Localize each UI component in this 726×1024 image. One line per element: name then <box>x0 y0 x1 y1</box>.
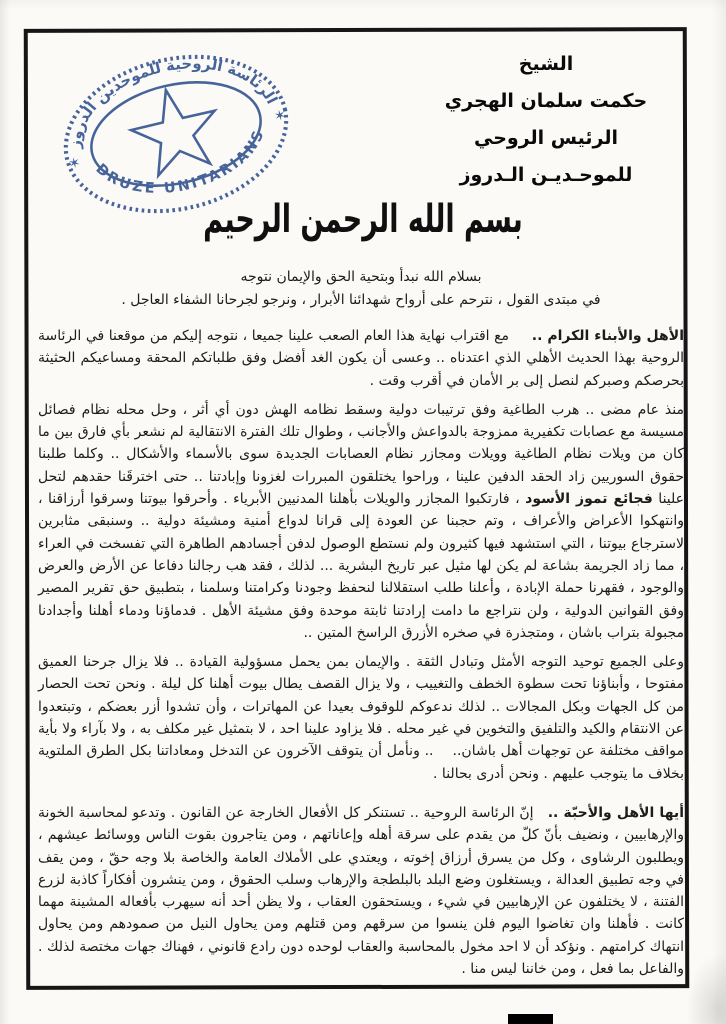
stamp-right-star-icon: ✶ <box>272 107 288 126</box>
paragraph-justice-text: إنّ الرئاسة الروحية .. تستنكر كل الأفعال الخارجة عن القانون . وتدعو لمحاسبة الخونة والإرهابيين ، ونضيف بأنّ كلّ من يقدم على سرقة أهله وإعاناتهم ، ومن يتاجرون بقوت الناس ووسائط عيشهم ، ويطلبون الرشاوى ، وكل من يسرق أرزاق إخوته ، ويعتدي على الأملاك العامة والخاصة بلا وجه حقّ ، ومن يقف في وجه تطبيق العدالة ، ويستغلون وضع البلد بالبلطجة والإرهاب وسلب الحقوق ، ومن ينشرون أفكاراً كاذبة لزرع الفتنة ، لا يختلفون عن الإرهابيين في شيء ، ويستحقون العقاب ، ولا يظن أحد أنه سيهرب بأفعاله المشينة مهما كانت . فأهلنا وان تغاضوا اليوم فلن ينسوا من سرقهم ومن قتلهم ومن يحاول النيل من صمودهم ومن يحاول انتهاك كرامتهم . ونؤكد أن لا احد مخول بالمحاسبة والعقاب لوحده دون رادع قانوني ، فهناك جهات مختصة لذلك . والفاعل بما فعل ، ومن خاننا ليس منا . <box>38 804 684 978</box>
letterhead <box>406 46 686 194</box>
paragraph-events <box>38 399 684 644</box>
scan-smudge <box>686 954 726 1024</box>
stamp-arabic-text: الرئاسة الروحية للموحدين الدروز <box>65 54 282 149</box>
letterhead-title: الشيخ <box>518 53 574 75</box>
opening-line-1: بسلام الله نبدأ وبتحية الحق والإيمان نتوجه <box>240 269 482 285</box>
paragraph-unity-text: وعلى الجميع توحيد التوجه الأمثل وتبادل الثقة . والإيمان بمن يحمل مسؤولية القيادة .. فلا يزال جرحنا العميق مفتوحا ، وأبناؤنا تحت سطوة الخطف والتغييب ، ولا يزال القصف يطال بيوت أهلنا كل ليلة . ونحن تحت الحصار من كل الجهات وبكل المجالات .. لذلك ندعوكم للوقوف بعيدا عن المهاترات ، وأن تشدوا أزر بعضكم ، وتبتعدوا عن الانتقام والكيد والتلفيق والتخوين في غير محله . فلا يزاود علينا احد ، لا بتمثيل غير مكلف به ، ولا بآراء ولا بأية مواقف مختلفة عن توجهات أهل باشان.. .. ونأمل أن يتوقف الآخرون عن التدخل ومعاداتنا بكل الطرق الملتوية بخلاف ما يتوجب عليهم . ونحن أدرى بحالنا . <box>38 654 684 782</box>
letterhead-role: الرئيس الروحي <box>473 127 619 149</box>
paragraph-unity <box>38 651 684 785</box>
paragraph-justice <box>38 802 684 980</box>
opening-line-2: في مبتدى القول ، نترحم على أرواح شهدائنا الأبرار ، ونرجو لجرحانا الشفاء العاجل . <box>121 292 601 308</box>
paragraph-greeting-lead: الأهل والأبناء الكرام .. <box>531 328 684 344</box>
letterhead-name: حكمت سلمان الهجري <box>444 90 648 112</box>
bismillah-calligraphy: بسم الله الرحمن الرحيم <box>203 197 523 242</box>
stamp-left-star-icon: ✶ <box>66 154 83 173</box>
letterhead-community: للموحـديـن الـدروز <box>459 164 633 186</box>
paragraph-events-text-a: منذ عام مضى .. هرب الطاغية وفق ترتيبات دولية وسقط نظامه الهش دون أي أثر ، وحل محله نظام فصائل مسيسة مع عصابات تكفيرية ممزوجة بالدواعش والأجانب ، وطوال تلك الفترة الانتقالية لم نشعر بأي فارق بين ما كان من ويلات نظام الطاغية وويلات ومجازر نظام العصابات الجديدة سوى بالأسماء والأشكال .. وكلما طلبنا حقوق السوريين زاد الحقد الدفين علينا ، وراحوا يختلقون المبررات لغزونا وإبادتنا .. حتى اخترقَنا حقدهم لتحل علينا <box>38 401 685 508</box>
stamp-english-text: DRUZE UNITARIANS <box>92 126 269 197</box>
paragraph-greeting-text: مع اقتراب نهاية هذا العام الصعب علينا جميعا ، نتوجه إليكم من موقعنا في الرئاسة الروحية بهذا الحديث الأهلي الذي اعتدناه .. وعسى أن يكون الغد أفضل وفق طلباتكم المحقة ومساعيكم الحثيثة بحرصكم وصبركم لنصل إلى بر الأمان في أقرب وقت . <box>38 328 684 389</box>
paragraph-justice-lead: أيها الأهل والأحبّة .. <box>547 804 684 821</box>
opening-blessing <box>38 266 684 312</box>
paragraph-greeting <box>38 325 684 392</box>
letter-body <box>38 266 684 987</box>
scan-artifact-bar <box>508 1014 553 1024</box>
paragraph-events-text-b: ، فارتكبوا المجازر والويلات بأهلنا المدنيين الأبرياء . وأحرقوا بيوتنا وسرقوا أرزاقنا ، وانتهكوا الأعراض والأعراف ، وتم حجبنا عن العودة إلى قرانا لدواع أمنية ومشيئة دولية .. وسنبقى مثابرين لاسترجاع بيوتنا ، التي استشهد فيها كثيرون ولم نستطع الوصول لدفن أجسادهم الطاهرة التي تفسخت في العراء ، مما زاد الجريمة بشاعة لم يكن لها مثيل عبر تاريخ البشرية ... لذلك ، فقد هب رجالنا دفاعا عن الأرض والعرض والوجود ، فقهرنا حملة الإبادة ، وأعلنا طلب استقلالنا لنحفظ وجودنا وكرامتنا وسلمنا ، بتطبيق حق تقرير المصير وفق القوانين الدولية ، ولن نتراجع ما دامت إرادتنا ثابتة موحدة وفق مشيئة الأهل . فدماؤنا ودماء أهلنا وأجدادنا مجبولة بتراب باشان ، ومتجذرة في صخره الأزرق الراسخ المتين .. <box>38 491 684 641</box>
paragraph-events-bold-phrase: فجائع تموز الأسود <box>525 491 653 508</box>
